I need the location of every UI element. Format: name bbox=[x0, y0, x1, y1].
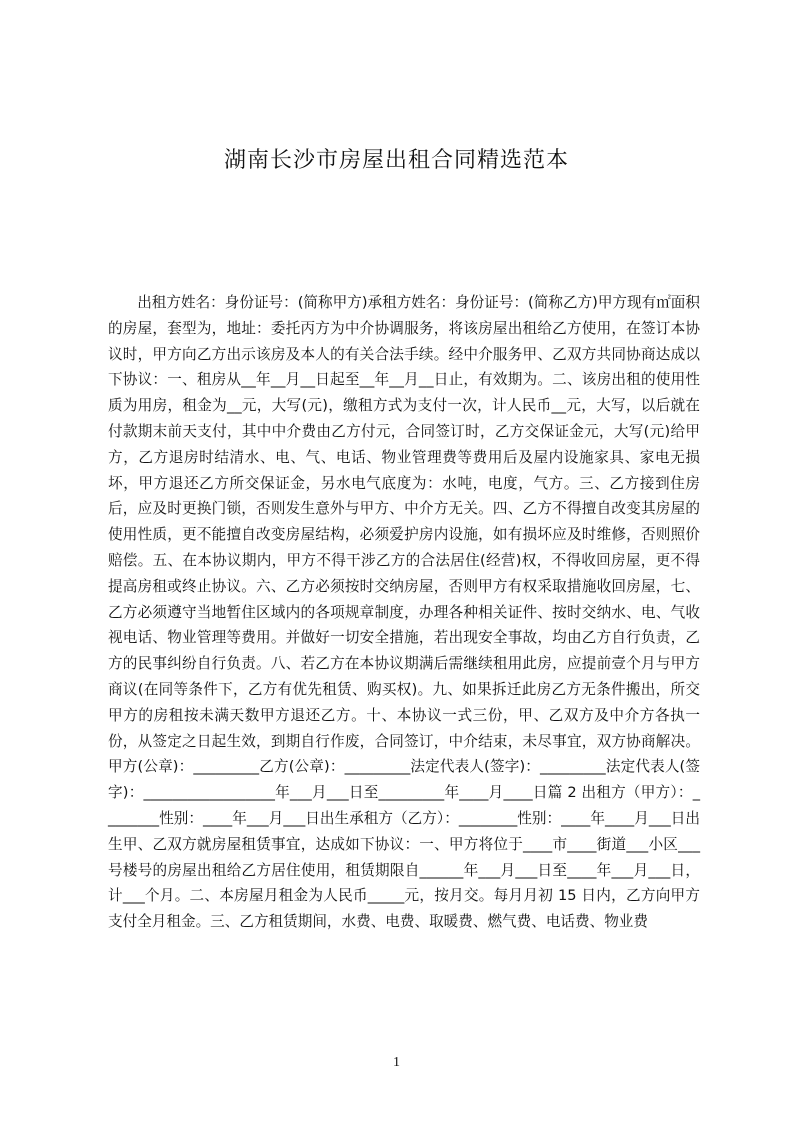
contract-body-text: 出租方姓名：身份证号：(简称甲方)承租方姓名：身份证号：(简称乙方)甲方现有㎡面积的房屋，套型为，地址：委托丙方为中介协调服务，将该房屋出租给乙方使用，在签订本协议时，甲方向乙方出示该房及本人的有关合法手续。经中介服务甲、乙双方共同协商达成以下协议：一、租房从__年__月__日起至__年__月__日止，有效期为。二、该房出租的使用性质为用房，租金为__元，大写(元)，缴租方式为支付一次，计人民币__元，大写，以后就在付款期末前天支付，其中中介费由乙方付元，合同签订时，乙方交保证金元，大写(元)给甲方，乙方退房时结清水、电、气、电话、物业管理费等费用后及屋内设施家具、家电无损坏，甲方退还乙方所交保证金，另水电气底度为：水吨，电度，气方。三、乙方接到住房后，应及时更换门锁，否则发生意外与甲方、中介方无关。四、乙方不得擅自改变其房屋的使用性质，更不能擅自改变房屋结构，必须爱护房内设施，如有损坏应及时维修，否则照价赔偿。五、在本协议期内，甲方不得干涉乙方的合法居住(经营)权，不得收回房屋，更不得提高房租或终止协议。六、乙方必须按时交纳房屋，否则甲方有权采取措施收回房屋，七、乙方必须遵守当地暂住区域内的各项规章制度，办理各种相关证件、按时交纳水、电、气收视电话、物业管理等费用。并做好一切安全措施，若出现安全事故，均由乙方自行负责，乙方的民事纠纷自行负责。八、若乙方在本协议期满后需继续租用此房，应提前壹个月与甲方商议(在同等条件下，乙方有优先租赁、购买权)。九、如果拆迁此房乙方无条件搬出，所交甲方的房租按未满天数甲方退还乙方。十、本协议一式三份，甲、乙双方及中介方各执一份，从签定之日起生效，到期自行作废，合同签订，中介结束，未尽事宜，双方协商解决。甲方(公章)：_________乙方(公章)：_________法定代表人(签字)：_________法定代表人(签字)：__________________年___月___日至_________年____月____日篇 2 出租方（甲方）：________性别：____年___月___日出生承租方（乙方）：________性别：____年____月___日出生甲、乙双方就房屋租赁事宜，达成如下协议：一、甲方将位于____市____街道___小区___号楼号的房屋出租给乙方居住使用，租赁期限自______年___月___日至____年___月___日，计___个月。二、本房屋月租金为人民币_____元，按月交。每月月初 15 日内，乙方向甲方支付全月租金。三、乙方租赁期间，水费、电费、取暖费、燃气费、电话费、物业费 bbox=[108, 294, 700, 931]
document-title: 湖南长沙市房屋出租合同精选范本 bbox=[223, 148, 569, 173]
page-number: 1 bbox=[393, 1055, 400, 1070]
